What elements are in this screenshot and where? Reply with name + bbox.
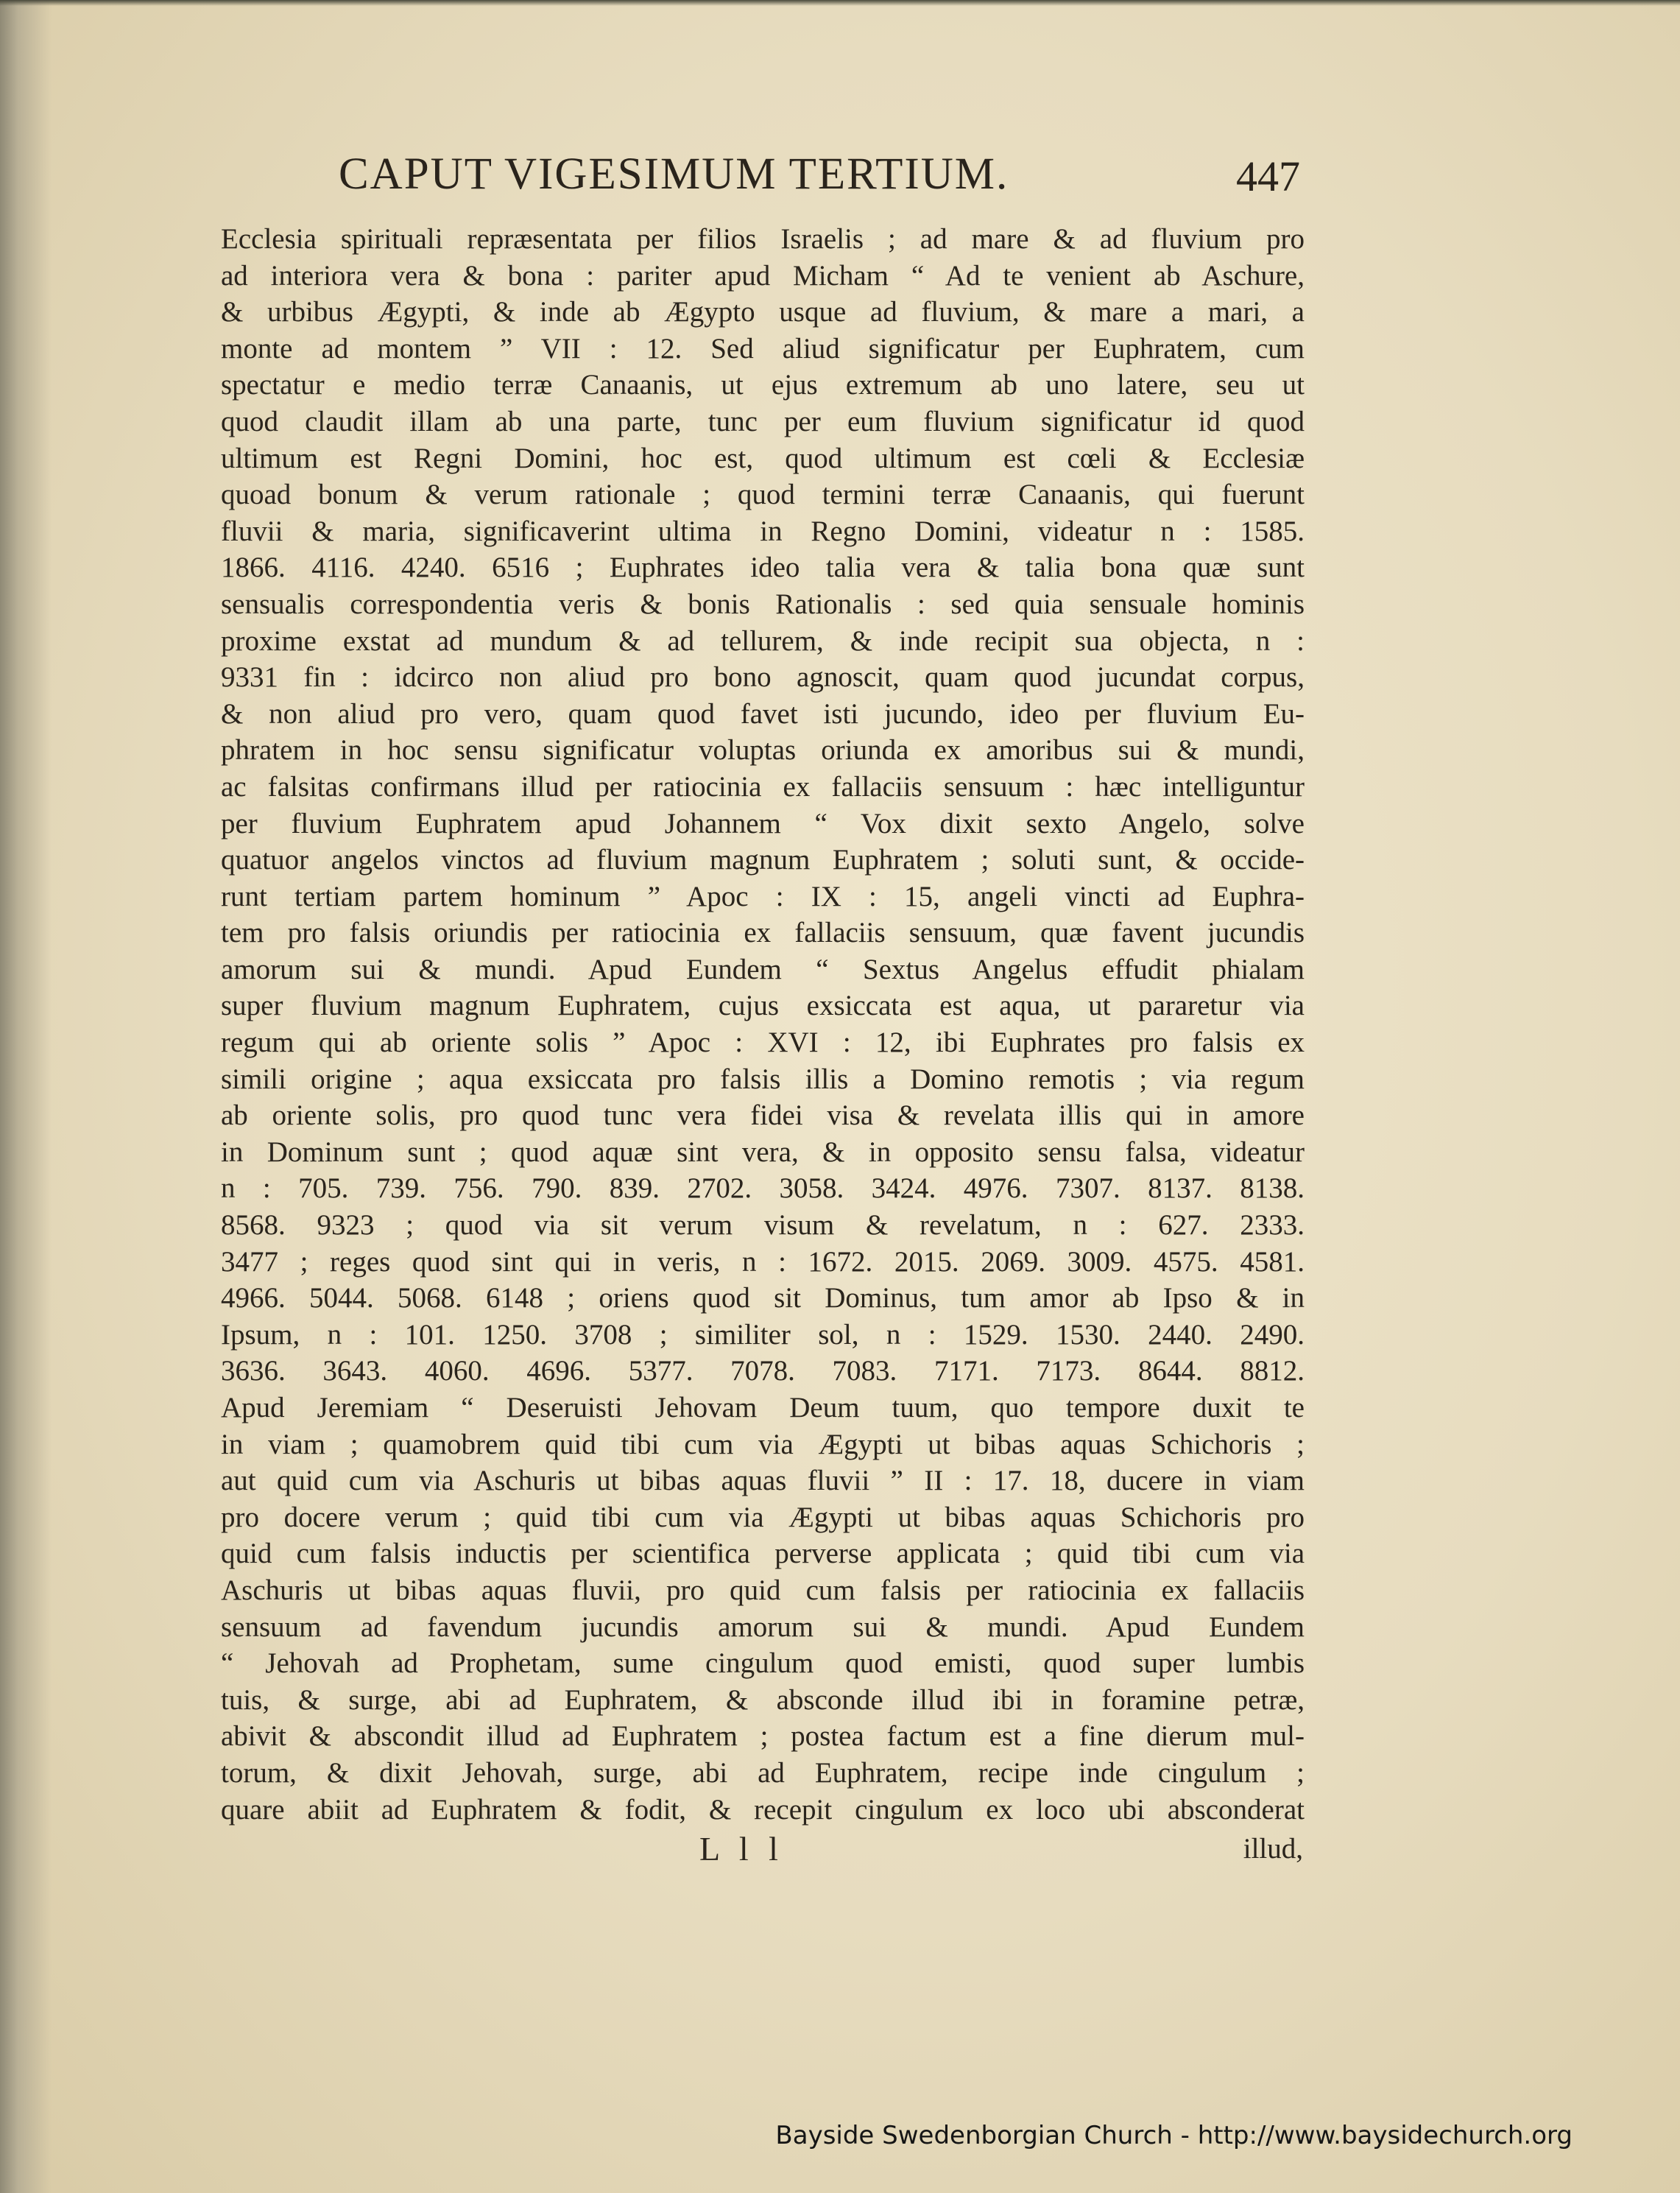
text-line: ab oriente solis, pro quod tunc vera fidei visa & revelata illis qui in amore — [221, 1099, 1305, 1132]
text-line: ac falsitas confirmans illud per ratiocinia ex fallaciis sensuum : hæc intelliguntur — [221, 770, 1305, 803]
text-line: spectatur e medio terræ Canaanis, ut ejus extremum ab uno latere, seu ut — [221, 369, 1305, 401]
text-line: & urbibus Ægypti, & inde ab Ægypto usque ad fluvium, & mare a mari, a — [221, 296, 1305, 328]
text-line: Ecclesia spirituali repræsentata per filios Israelis ; ad mare & ad fluvium pro — [221, 223, 1305, 255]
text-line: 3477 ; reges quod sint qui in veris, n : 1672. 2015. 2069. 3009. 4575. 4581. — [221, 1245, 1305, 1278]
text-line: per fluvium Euphratem apud Johannem “ Vox dixit sexto Angelo, solve — [221, 807, 1305, 839]
text-line: quatuor angelos vinctos ad fluvium magnum Euphratem ; soluti sunt, & occide- — [221, 844, 1305, 876]
text-line: runt tertiam partem hominum ” Apoc : IX : 15, angeli vincti ad Euphra- — [221, 880, 1305, 912]
text-line: in Dominum sunt ; quod aquæ sint vera, & in opposito sensu falsa, videatur — [221, 1136, 1305, 1168]
text-line: amorum sui & mundi. Apud Eundem “ Sextus Angelus effudit phialam — [221, 953, 1305, 985]
text-line: 9331 fin : idcirco non aliud pro bono agnoscit, quam quod jucundat corpus, — [221, 661, 1305, 694]
catchword: illud, — [1243, 1833, 1303, 1865]
text-line: fluvii & maria, significaverint ultima in Regno Domini, videatur n : 1585. — [221, 515, 1305, 547]
page-number: 447 — [1236, 152, 1300, 200]
text-line: & non aliud pro vero, quam quod favet isti jucundo, ideo per fluvium Eu- — [221, 697, 1305, 730]
text-line: Aschuris ut bibas aquas fluvii, pro quid cum falsis per ratiocinia ex fallaciis — [221, 1574, 1305, 1606]
text-line: pro docere verum ; quid tibi cum via Ægypti ut bibas aquas Schichoris pro — [221, 1501, 1305, 1533]
text-line: n : 705. 739. 756. 790. 839. 2702. 3058. 3424. 4976. 7307. 8137. 8138. — [221, 1172, 1305, 1205]
text-line: 3636. 3643. 4060. 4696. 5377. 7078. 7083. 7171. 7173. 8644. 8812. — [221, 1355, 1305, 1387]
body-text — [221, 221, 1305, 1828]
chapter-title: CAPUT VIGESIMUM TERTIUM. — [339, 149, 1009, 199]
text-line: ad interiora vera & bona : pariter apud Micham “ Ad te venient ab Aschure, — [221, 259, 1305, 292]
text-line: Apud Jeremiam “ Deseruisti Jehovam Deum tuum, quo tempore duxit te — [221, 1392, 1305, 1423]
text-line: ultimum est Regni Domini, hoc est, quod ultimum est cœli & Ecclesiæ — [221, 442, 1305, 474]
text-line: monte ad montem ” VII : 12. Sed aliud significatur per Euphratem, cum — [221, 332, 1305, 365]
text-line: tem pro falsis oriundis per ratiocinia ex fallaciis sensuum, quæ favent jucundis — [221, 917, 1305, 949]
text-line: quoad bonum & verum rationale ; quod termini terræ Canaanis, qui fuerunt — [221, 479, 1305, 511]
text-line: super fluvium magnum Euphratem, cujus exsiccata est aqua, ut pararetur via — [221, 990, 1305, 1022]
text-line: Ipsum, n : 101. 1250. 3708 ; similiter sol, n : 1529. 1530. 2440. 2490. — [221, 1318, 1305, 1351]
text-line: 8568. 9323 ; quod via sit verum visum & revelatum, n : 627. 2333. — [221, 1209, 1305, 1242]
text-line: quid cum falsis inductis per scientifica perverse applicata ; quid tibi cum via — [221, 1538, 1305, 1570]
text-line: torum, & dixit Jehovah, surge, abi ad Euphratem, recipe inde cingulum ; — [221, 1756, 1305, 1789]
text-line: “ Jehovah ad Prophetam, sume cingulum quod emisti, quod super lumbis — [221, 1647, 1305, 1680]
text-line: in viam ; quamobrem quid tibi cum via Ægypti ut bibas aquas Schichoris ; — [221, 1428, 1305, 1460]
text-line: regum qui ab oriente solis ” Apoc : XVI : 12, ibi Euphrates pro falsis ex — [221, 1027, 1305, 1059]
text-line: tuis, & surge, abi ad Euphratem, & absconde illud ibi in foramine petræ, — [221, 1683, 1305, 1716]
text-line: aut quid cum via Aschuris ut bibas aquas fluvii ” II : 17. 18, ducere in viam — [221, 1465, 1305, 1497]
text-line: 4966. 5044. 5068. 6148 ; oriens quod sit Dominus, tum amor ab Ipso & in — [221, 1282, 1305, 1314]
page-gutter-shadow — [0, 0, 52, 2193]
text-line: proxime exstat ad mundum & ad tellurem, & inde recipit sua objecta, n : — [221, 624, 1305, 657]
text-line: quod claudit illam ab una parte, tunc per eum fluvium significatur id quod — [221, 405, 1305, 437]
text-line: sensuum ad favendum jucundis amorum sui & mundi. Apud Eundem — [221, 1611, 1305, 1643]
signature-mark: L l l — [699, 1830, 784, 1868]
running-head — [221, 141, 1305, 208]
text-line: sensualis correspondentia veris & bonis Rationalis : sed quia sensuale hominis — [221, 588, 1305, 620]
text-line: 1866. 4116. 4240. 6516 ; Euphrates ideo talia vera & talia bona quæ sunt — [221, 552, 1305, 584]
text-line: simili origine ; aqua exsiccata pro falsis illis a Domino remotis ; via regum — [221, 1063, 1305, 1095]
page-top-edge — [0, 0, 1680, 6]
watermark: Bayside Swedenborgian Church - http://www.baysidechurch.org — [775, 2121, 1573, 2150]
text-line: abivit & abscondit illud ad Euphratem ; postea factum est a fine dierum mul- — [221, 1720, 1305, 1753]
text-line: phratem in hoc sensu significatur voluptas oriunda ex amoribus sui & mundi, — [221, 734, 1305, 767]
text-line: quare abiit ad Euphratem & fodit, & recepit cingulum ex loco ubi absconderat — [221, 1793, 1305, 1826]
